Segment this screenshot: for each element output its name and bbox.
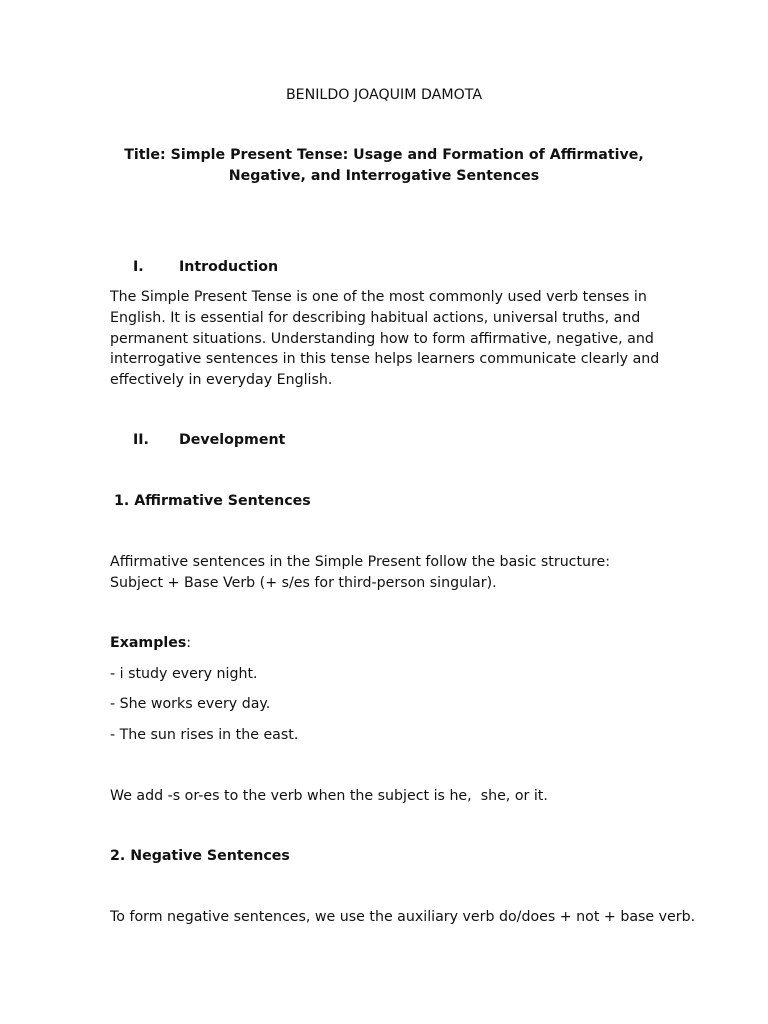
- section-title: Development: [179, 432, 286, 448]
- section-heading-development: [133, 430, 285, 450]
- negative-description: To form negative sentences, we use the auxiliary verb do/does + not + base verb.: [110, 909, 696, 925]
- negative-heading: 2. Negative Sentences: [110, 848, 290, 864]
- affirmative-description: Affirmative sentences in the Simple Present follow the basic structure: Subject + Base Verb (+ s/es for third-person singular).: [110, 554, 611, 591]
- affirmative-note: We add -s or-es to the verb when the subject is he, she, or it.: [110, 788, 548, 804]
- affirmative-heading: 1. Affirmative Sentences: [114, 493, 311, 509]
- document-title: Title: Simple Present Tense: Usage and Formation of Affirmative, Negative, and Interrogative Sentences: [124, 147, 644, 184]
- section-title: Introduction: [179, 259, 279, 275]
- section-numeral: II.: [133, 432, 149, 448]
- introduction-paragraph: The Simple Present Tense is one of the most commonly used verb tenses in English. It is essential for describing habitual actions, universal truths, and permanent situations. Understanding how to form affirmative, negative, and interrogative sentences in this tense helps learners communicate clearly and effectively in everyday English.: [110, 289, 660, 389]
- example-item: - The sun rises in the east.: [110, 727, 299, 743]
- section-heading-introduction: [133, 257, 278, 277]
- examples-label-line: [110, 633, 191, 653]
- section-numeral: I.: [133, 259, 144, 275]
- examples-label: Examples: [110, 635, 187, 651]
- examples-colon: :: [186, 635, 192, 651]
- example-item: - She works every day.: [110, 696, 271, 712]
- example-item: - i study every night.: [110, 666, 258, 682]
- author-name: BENILDO JOAQUIM DAMOTA: [285, 87, 483, 103]
